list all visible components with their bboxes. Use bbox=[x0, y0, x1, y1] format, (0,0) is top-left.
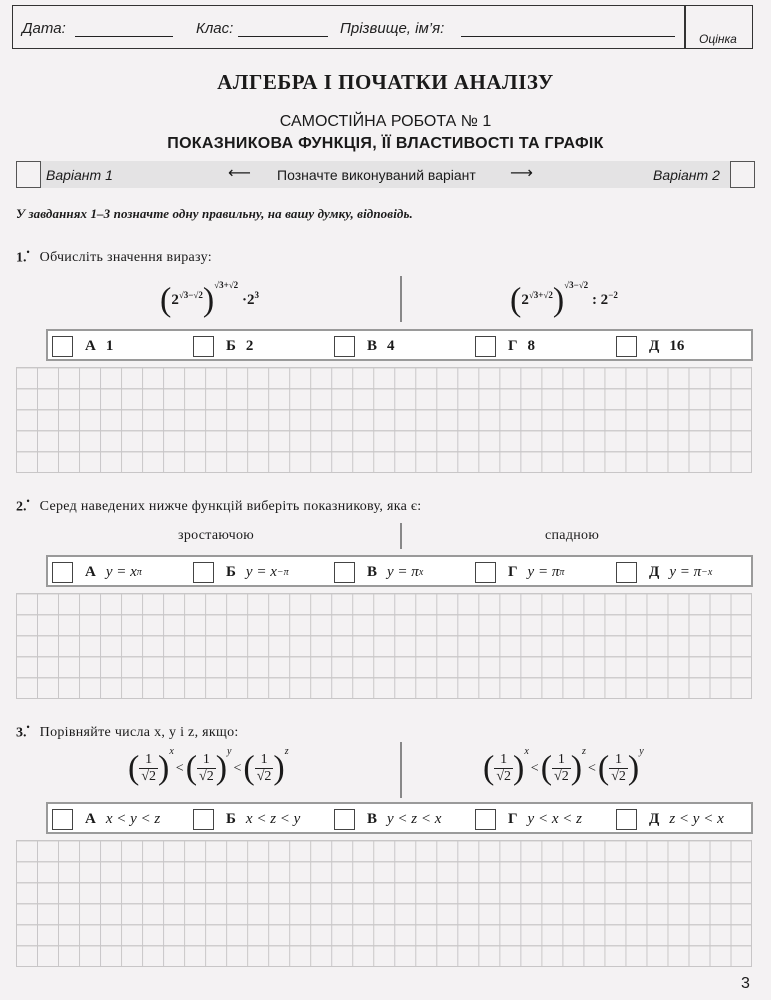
checkbox[interactable] bbox=[52, 336, 73, 357]
question-number: 2. bbox=[16, 499, 27, 515]
q1-option-b[interactable]: Б 2 bbox=[193, 335, 253, 357]
star-icon: • bbox=[26, 247, 30, 257]
q3-option-e[interactable]: Д z < y < x bbox=[616, 808, 724, 830]
q3-option-d[interactable]: Г y < x < z bbox=[475, 808, 582, 830]
checkbox[interactable] bbox=[475, 336, 496, 357]
name-label: Прізвище, ім’я: bbox=[340, 20, 445, 37]
topic-title: ПОКАЗНИКОВА ФУНКЦІЯ, ЇЇ ВЛАСТИВОСТІ ТА ГРАФІК bbox=[167, 135, 604, 152]
checkbox[interactable] bbox=[193, 809, 214, 830]
grade-label: Оцінка bbox=[699, 32, 737, 46]
q3-variant2-inequality: ( $\frac{1}{√2}$ )$^x$<( $\frac{1}{√2}$ )$^z$<( $\frac{1}{√2}$ )$^y$ bbox=[483, 746, 644, 787]
checkbox[interactable] bbox=[475, 562, 496, 583]
q2-variant1-label: зростаючою bbox=[178, 528, 255, 543]
checkbox[interactable] bbox=[52, 809, 73, 830]
date-field[interactable] bbox=[75, 36, 173, 37]
arrow-left-icon: ⟵ bbox=[228, 163, 251, 182]
q3-work-grid[interactable] bbox=[16, 840, 752, 967]
question-2-header bbox=[16, 496, 421, 515]
q1-variant2-expression: $(2^{√3+√2})^{√3-√2}$ : $2^{-2}$ bbox=[510, 280, 618, 319]
variant-divider bbox=[400, 523, 402, 549]
q1-answer-options bbox=[46, 329, 753, 361]
q2-option-e[interactable]: Д y = π −x bbox=[616, 561, 712, 583]
question-text: Серед наведених нижче функцій виберіть показникову, яка є: bbox=[39, 499, 422, 515]
variant-divider bbox=[400, 276, 402, 322]
q3-answer-options bbox=[46, 802, 753, 834]
checkbox[interactable] bbox=[52, 562, 73, 583]
q3-option-c[interactable]: В y < z < x bbox=[334, 808, 441, 830]
q3-option-b[interactable]: Б x < z < y bbox=[193, 808, 300, 830]
q2-option-c[interactable]: В y = π x bbox=[334, 561, 423, 583]
checkbox[interactable] bbox=[616, 562, 637, 583]
star-icon: • bbox=[26, 496, 30, 506]
grade-divider bbox=[684, 5, 686, 49]
question-1-header bbox=[16, 247, 212, 266]
name-field[interactable] bbox=[461, 36, 675, 37]
variant-divider bbox=[400, 742, 402, 798]
checkbox[interactable] bbox=[334, 809, 355, 830]
question-text: Порівняйте числа x, y і z, якщо: bbox=[39, 725, 239, 741]
q1-option-d[interactable]: Г 8 bbox=[475, 335, 535, 357]
checkbox[interactable] bbox=[334, 336, 355, 357]
variant1-checkbox[interactable] bbox=[16, 161, 41, 188]
q1-option-a[interactable]: А 1 bbox=[52, 335, 113, 357]
star-icon: • bbox=[26, 722, 30, 732]
q2-option-d[interactable]: Г y = π π bbox=[475, 561, 564, 583]
date-label: Дата: bbox=[22, 20, 66, 37]
q1-option-e[interactable]: Д 16 bbox=[616, 335, 684, 357]
q1-option-c[interactable]: В 4 bbox=[334, 335, 395, 357]
q2-answer-options bbox=[46, 555, 753, 587]
variant1-label: Варіант 1 bbox=[46, 167, 113, 183]
q2-work-grid[interactable] bbox=[16, 593, 752, 699]
question-text: Обчисліть значення виразу: bbox=[39, 250, 212, 266]
variant2-checkbox[interactable] bbox=[730, 161, 755, 188]
checkbox[interactable] bbox=[616, 336, 637, 357]
variant-instruction: Позначте виконуваний варіант bbox=[277, 167, 476, 183]
q1-work-grid[interactable] bbox=[16, 367, 752, 473]
variant2-label: Варіант 2 bbox=[653, 167, 720, 183]
checkbox[interactable] bbox=[193, 562, 214, 583]
question-3-header bbox=[16, 722, 239, 741]
subject-title: АЛГЕБРА І ПОЧАТКИ АНАЛІЗУ bbox=[217, 70, 554, 94]
q3-option-a[interactable]: А x < y < z bbox=[52, 808, 160, 830]
question-number: 3. bbox=[16, 725, 27, 741]
work-title: САМОСТІЙНА РОБОТА № 1 bbox=[279, 113, 492, 130]
q2-option-b[interactable]: Б y = x −π bbox=[193, 561, 289, 583]
arrow-right-icon: ⟶ bbox=[510, 163, 533, 182]
checkbox[interactable] bbox=[616, 809, 637, 830]
instruction-text: У завданнях 1–3 позначте одну правильну, на вашу думку, відповідь. bbox=[16, 206, 413, 221]
q3-variant1-inequality: ( $\frac{1}{√2}$ )$^x$<( $\frac{1}{√2}$ )$^y$<( $\frac{1}{√2}$ )$^z$ bbox=[128, 746, 289, 787]
page-number: 3 bbox=[741, 975, 750, 992]
q1-variant1-expression: $(2^{√3-√2})^{√3+√2} \cdot 2^3$ bbox=[160, 280, 259, 319]
q2-variant2-label: спадною bbox=[545, 528, 600, 543]
checkbox[interactable] bbox=[475, 809, 496, 830]
q2-option-a[interactable]: А y = x π bbox=[52, 561, 142, 583]
checkbox[interactable] bbox=[334, 562, 355, 583]
class-label: Клас: bbox=[196, 20, 234, 37]
class-field[interactable] bbox=[238, 36, 328, 37]
checkbox[interactable] bbox=[193, 336, 214, 357]
question-number: 1. bbox=[16, 250, 27, 266]
